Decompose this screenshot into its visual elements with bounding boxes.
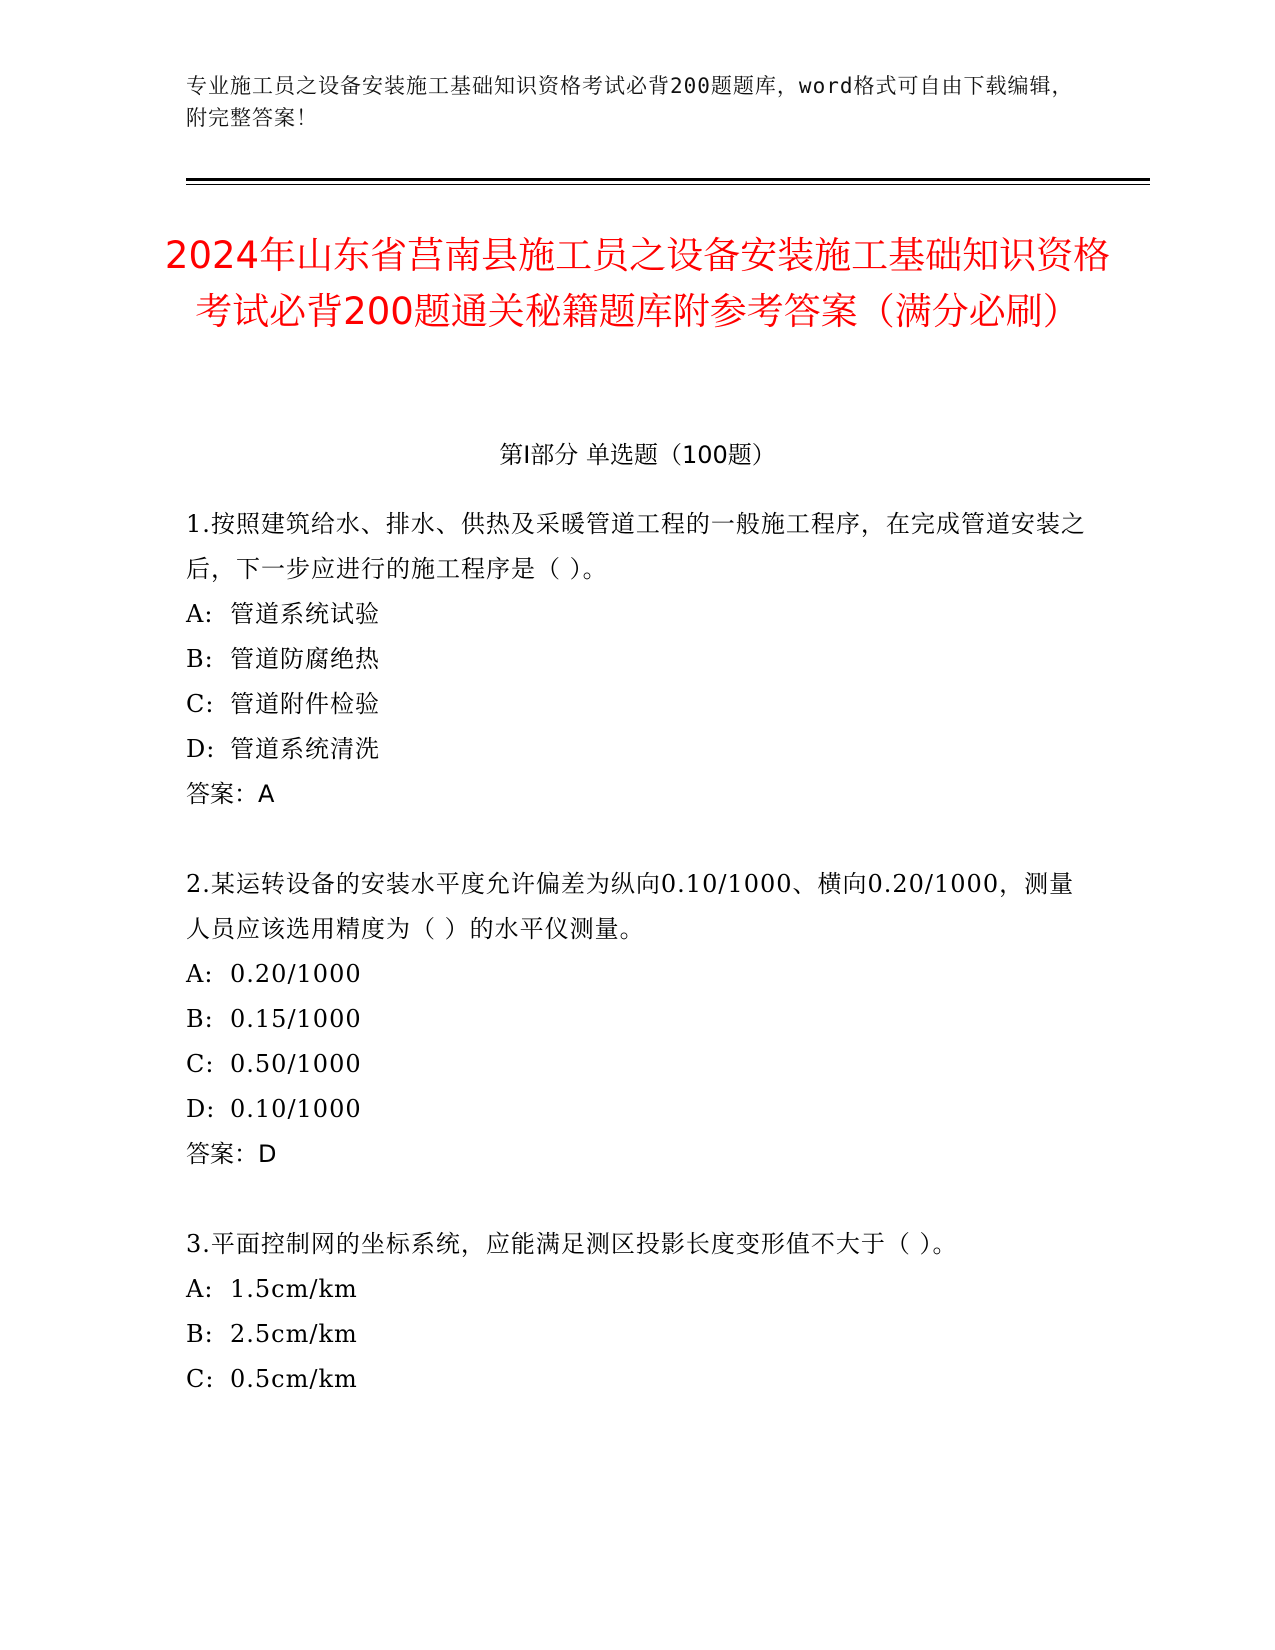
option-letter: B: [186,645,214,673]
document-title: 2024年山东省莒南县施工员之设备安装施工基础知识资格考试必背200题通关秘籍题库附参考答案（满分必刷） [164,234,1111,333]
question-stem: 2.某运转设备的安装水平度允许偏差为纵向0.10/1000、横向0.20/1000，测量人员应该选用精度为（ ）的水平仪测量。 [186,870,1075,943]
option-letter: C: [186,690,215,718]
option-letter: B: [186,1005,214,1033]
header-note: 专业施工员之设备安装施工基础知识资格考试必背200题题库，word格式可自由下载编辑，附完整答案！ [186,74,1074,130]
option-letter: A: [186,1275,214,1303]
option-letter: A: [186,960,214,988]
option-text: 1.5cm/km [230,1275,358,1303]
option-b [186,637,1086,682]
question-stem: 3.平面控制网的坐标系统，应能满足测区投影长度变形值不大于（ ）。 [186,1230,958,1258]
option-d [186,1087,1086,1132]
option-text: 管道系统试验 [230,600,380,628]
option-letter: D: [186,1095,216,1123]
option-d [186,727,1086,772]
option-letter: C: [186,1365,215,1393]
option-text: 0.15/1000 [230,1005,362,1033]
option-a [186,592,1086,637]
option-letter: D: [186,735,216,763]
answer-label: 答案：D [186,1140,277,1168]
option-b [186,997,1086,1042]
question-3 [186,1222,1086,1402]
option-b [186,1312,1086,1357]
option-text: 0.5cm/km [230,1365,358,1393]
question-1 [186,502,1086,817]
option-text: 管道附件检验 [230,690,380,718]
option-letter: B: [186,1320,214,1348]
option-c [186,1357,1086,1402]
option-a [186,952,1086,997]
header-divider-thick [186,178,1150,181]
option-c [186,1042,1086,1087]
question-2 [186,862,1086,1177]
option-text: 0.10/1000 [230,1095,362,1123]
option-c [186,682,1086,727]
question-stem: 1.按照建筑给水、排水、供热及采暖管道工程的一般施工程序，在完成管道安装之后，下一步应进行的施工程序是（ ）。 [186,510,1086,583]
option-a [186,1267,1086,1312]
section-title: 第I部分 单选题（100题） [499,441,776,469]
header-divider-thin [186,184,1150,185]
option-text: 管道系统清洗 [230,735,380,763]
option-letter: A: [186,600,214,628]
option-text: 0.20/1000 [230,960,362,988]
option-text: 0.50/1000 [230,1050,362,1078]
option-letter: C: [186,1050,215,1078]
answer-label: 答案：A [186,780,275,808]
option-text: 管道防腐绝热 [230,645,380,673]
option-text: 2.5cm/km [230,1320,358,1348]
